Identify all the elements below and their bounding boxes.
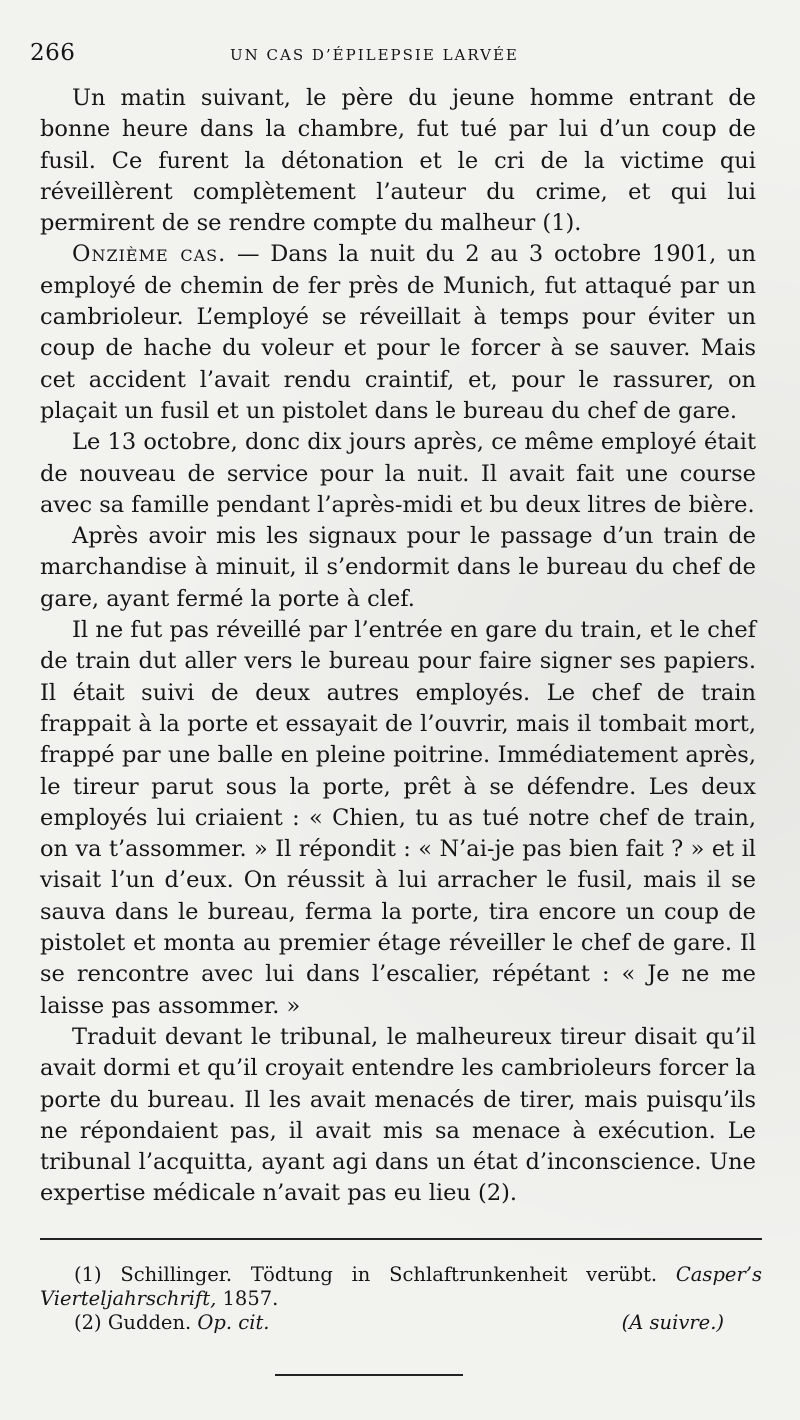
paragraph-5: Il ne fut pas réveillé par l’entrée en gare du train, et le chef de train dut aller vers le bureau pour faire signer ses papiers. Il était suivi de deux autres employés. Le chef de train frappait à la porte et essayait de l’ouvrir, mais il tombait mort, frappé par une balle en pleine poitrine. Immédiatement après, le tireur parut sous la porte, prêt à se défendre. Les deux employés lui criaient : « Chien, tu as tué notre chef de train, on va t’assommer. » Il répondit : « N’ai-je pas bien fait ? » et il visait l’un d’eux. On réussit à lui arracher le fusil, mais il se sauva dans le bureau, ferma la porte, tira encore un coup de pistolet et monta au premier étage réveiller le chef de gare. Il se rencontre avec lui dans l’escalier, répétant : « Je ne me laisse pas assommer. » <box>40 617 756 1019</box>
paragraph-2 <box>40 239 756 427</box>
footnote-2-source: Op. cit. <box>197 1311 270 1334</box>
closing-rule <box>275 1374 463 1376</box>
paragraph-2-text: — Dans la nuit du 2 au 3 octobre 1901, un employé de chemin de fer près de Munich, fut attaqué par un cambrioleur. L’employé se réveillait à temps pour éviter un coup de hache du voleur et pour le forcer à se sauver. Mais cet accident l’avait rendu craintif, et, pour le rassurer, on plaçait un fusil et un pistolet dans le bureau du chef de gare. <box>40 241 756 424</box>
paragraph-3: Le 13 octobre, donc dix jours après, ce même employé était de nouveau de service pour la nuit. Il avait fait une course avec sa famille pendant l’après-midi et bu deux litres de bière. <box>40 429 756 518</box>
footnote-1-text: (1) Schillinger. Tödtung in Schlaftrunkenheit verübt. <box>74 1263 676 1286</box>
running-title: UN CAS D’ÉPILEPSIE LARVÉE <box>230 46 519 64</box>
body-text <box>40 83 756 1210</box>
paragraph-1: Un matin suivant, le père du jeune homme entrant de bonne heure dans la chambre, fut tué par lui d’un coup de fusil. Ce furent la détonation et le cri de la victime qui réveillèrent complètement l’auteur du crime, et qui lui permirent de se rendre compte du malheur (1). <box>40 85 756 237</box>
footnote-1 <box>40 1263 762 1311</box>
case-heading: Onzième cas. <box>72 241 227 268</box>
paragraph-4: Après avoir mis les signaux pour le passage d’un train de marchandise à minuit, il s’endormit dans le bureau du chef de gare, ayant fermé la porte à clef. <box>40 523 756 612</box>
footnote-2 <box>40 1311 762 1335</box>
running-head <box>30 40 770 70</box>
footnote-1-source: Casper’s Vierteljahrschrift, <box>40 1263 762 1310</box>
to-be-continued: (A suivre.) <box>621 1311 724 1334</box>
paragraph-6: Traduit devant le tribunal, le malheureux tireur disait qu’il avait dormi et qu’il croyait entendre les cambrioleurs forcer la porte du bureau. Il les avait menacés de tirer, mais puisqu’ils ne répondaient pas, il avait mis sa menace à exécution. Le tribunal l’acquitta, ayant agi dans un état d’inconscience. Une expertise médicale n’avait pas eu lieu (2). <box>40 1023 756 1207</box>
footnote-2-text: (2) Gudden. <box>74 1311 198 1334</box>
footnotes <box>40 1263 762 1335</box>
footnote-1-year: 1857. <box>216 1287 279 1310</box>
page-number: 266 <box>30 40 76 66</box>
footnote-separator <box>40 1238 762 1240</box>
